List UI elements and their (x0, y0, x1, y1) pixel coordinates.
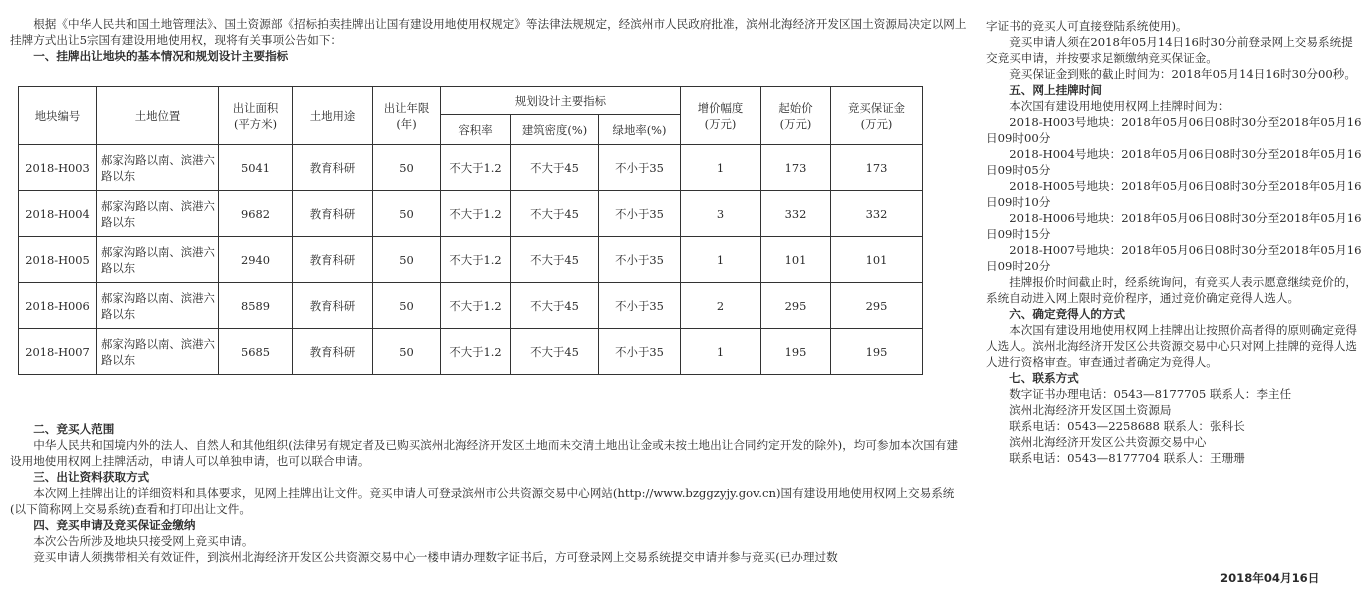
header-far: 容积率 (441, 115, 511, 145)
deadline-apply: 竞买申请人须在2018年05月14日16时30分前登录网上交易系统提交竞买申请，并按要求足额缴纳竞买保证金。 (986, 35, 1353, 65)
sign-date: 2018年04月16日 (1220, 571, 1320, 585)
far-cell: 不大于1.2 (441, 191, 511, 237)
term-cell: 50 (373, 329, 441, 375)
contact-line: 联系电话：0543—2258688 联系人：张科长 (1009, 419, 1245, 433)
increment-cell: 3 (681, 191, 761, 237)
area-cell: 5685 (219, 329, 293, 375)
use-cell: 教育科研 (293, 329, 373, 375)
green-cell: 不小于35 (599, 145, 681, 191)
section3-title: 三、出让资料获取方式 (33, 470, 150, 484)
deadline-deposit: 竞买保证金到账的截止时间为：2018年05月14日16时30分00秒。 (1009, 67, 1356, 81)
section7-title: 七、联系方式 (1009, 371, 1079, 385)
contact-line: 数字证书办理电话：0543—8177705 联系人：李主任 (1009, 387, 1292, 401)
left-column (10, 16, 968, 64)
table-row (19, 191, 923, 237)
use-cell: 教育科研 (293, 237, 373, 283)
table-row (19, 329, 923, 375)
density-cell: 不大于45 (511, 283, 599, 329)
header-deposit: 竞买保证金 (万元) (831, 87, 923, 145)
term-cell: 50 (373, 191, 441, 237)
green-cell: 不小于35 (599, 191, 681, 237)
location-cell: 郝家沟路以南、滨港六路以东 (97, 283, 219, 329)
continued-text: 字证书的竞买人可直接登陆系统使用)。 (986, 19, 1188, 33)
deposit-cell: 332 (831, 191, 923, 237)
section3-text: 本次网上挂牌出让的详细资料和具体要求，见网上挂牌出让文件。竞买申请人可登录滨州市公共资源交易中心网站(http://www.bzggzyjy.gov.cn)国有建设用地使用权网上交易系统(以下简称网上交易系统)查看和打印出让文件。 (10, 486, 955, 516)
schedule-item: 2018-H007号地块：2018年05月06日08时30分至2018年05月16日09时20分 (986, 243, 1362, 273)
schedule-item: 2018-H006号地块：2018年05月06日08时30分至2018年05月16日09时15分 (986, 211, 1362, 241)
section4-title: 四、竞买申请及竞买保证金缴纳 (33, 518, 196, 532)
deposit-cell: 101 (831, 237, 923, 283)
schedule-item: 2018-H003号地块：2018年05月06日08时30分至2018年05月16日09时00分 (986, 115, 1362, 145)
use-cell: 教育科研 (293, 191, 373, 237)
location-cell: 郝家沟路以南、滨港六路以东 (97, 237, 219, 283)
header-start-price: 起始价 (万元) (761, 87, 831, 145)
start-price-cell: 195 (761, 329, 831, 375)
header-parcel-no: 地块编号 (19, 87, 97, 145)
intro-paragraph: 根据《中华人民共和国土地管理法》、国土资源部《招标拍卖挂牌出让国有建设用地使用权规定》等法律法规规定，经滨州市人民政府批准，滨州北海经济开发区国土资源局决定以网上挂牌方式出让5宗国有建设用地使用权，现将有关事项公告如下： (10, 17, 967, 47)
area-cell: 5041 (219, 145, 293, 191)
schedule-item: 2018-H005号地块：2018年05月06日08时30分至2018年05月16日09时10分 (986, 179, 1362, 209)
area-cell: 2940 (219, 237, 293, 283)
start-price-cell: 332 (761, 191, 831, 237)
table-row (19, 145, 923, 191)
use-cell: 教育科研 (293, 283, 373, 329)
section6-title: 六、确定竞得人的方式 (1009, 307, 1126, 321)
parcel-table (18, 86, 923, 375)
contact-line: 联系电话：0543—8177704 联系人：王珊珊 (1009, 451, 1245, 465)
contact-line: 滨州北海经济开发区国土资源局 (1009, 403, 1172, 417)
term-cell: 50 (373, 283, 441, 329)
term-cell: 50 (373, 145, 441, 191)
start-price-cell: 173 (761, 145, 831, 191)
right-column (986, 18, 1362, 466)
location-cell: 郝家沟路以南、滨港六路以东 (97, 329, 219, 375)
header-planning: 规划设计主要指标 (441, 87, 681, 115)
section2-text: 中华人民共和国境内外的法人、自然人和其他组织(法律另有规定者及已购买滨州北海经济开发区土地而未交清土地出让金或未按土地出让合同约定开发的除外)，均可参加本次国有建设用地使用权网上挂牌活动，申请人可以单独申请，也可以联合申请。 (10, 438, 959, 468)
green-cell: 不小于35 (599, 329, 681, 375)
term-cell: 50 (373, 237, 441, 283)
density-cell: 不大于45 (511, 237, 599, 283)
increment-cell: 2 (681, 283, 761, 329)
section4-text1: 本次公告所涉及地块只接受网上竞买申请。 (33, 534, 254, 548)
header-area: 出让面积 (平方米) (219, 87, 293, 145)
far-cell: 不大于1.2 (441, 237, 511, 283)
section5-intro: 本次国有建设用地使用权网上挂牌时间为： (1009, 99, 1230, 113)
header-density: 建筑密度(%) (511, 115, 599, 145)
header-increment: 增价幅度 (万元) (681, 87, 761, 145)
table-row (19, 283, 923, 329)
section5-note: 挂牌报价时间截止时，经系统询问，有竞买人表示愿意继续竞价的，系统自动进入网上限时竞价程序，通过竞价确定竞得人选人。 (986, 275, 1358, 305)
left-column-lower (10, 421, 968, 565)
start-price-cell: 101 (761, 237, 831, 283)
far-cell: 不大于1.2 (441, 329, 511, 375)
location-cell: 郝家沟路以南、滨港六路以东 (97, 191, 219, 237)
area-cell: 8589 (219, 283, 293, 329)
section2-title: 二、竞买人范围 (33, 422, 115, 436)
parcel-no-cell: 2018-H004 (19, 191, 97, 237)
parcel-no-cell: 2018-H007 (19, 329, 97, 375)
contact-line: 滨州北海经济开发区公共资源交易中心 (1009, 435, 1207, 449)
area-cell: 9682 (219, 191, 293, 237)
density-cell: 不大于45 (511, 191, 599, 237)
parcel-no-cell: 2018-H003 (19, 145, 97, 191)
section1-title: 一、挂牌出让地块的基本情况和规划设计主要指标 (33, 49, 289, 63)
header-use: 土地用途 (293, 87, 373, 145)
far-cell: 不大于1.2 (441, 145, 511, 191)
table-row (19, 237, 923, 283)
start-price-cell: 295 (761, 283, 831, 329)
increment-cell: 1 (681, 237, 761, 283)
location-cell: 郝家沟路以南、滨港六路以东 (97, 145, 219, 191)
deposit-cell: 295 (831, 283, 923, 329)
green-cell: 不小于35 (599, 283, 681, 329)
deposit-cell: 173 (831, 145, 923, 191)
parcel-no-cell: 2018-H006 (19, 283, 97, 329)
use-cell: 教育科研 (293, 145, 373, 191)
density-cell: 不大于45 (511, 145, 599, 191)
far-cell: 不大于1.2 (441, 283, 511, 329)
header-green: 绿地率(%) (599, 115, 681, 145)
increment-cell: 1 (681, 145, 761, 191)
section5-title: 五、网上挂牌时间 (1009, 83, 1102, 97)
green-cell: 不小于35 (599, 237, 681, 283)
increment-cell: 1 (681, 329, 761, 375)
section6-text: 本次国有建设用地使用权网上挂牌出让按照价高者得的原则确定竞得人选人。滨州北海经济开发区公共资源交易中心只对网上挂牌的竞得人选人进行资格审查。审查通过者确定为竞得人。 (986, 323, 1358, 369)
schedule-item: 2018-H004号地块：2018年05月06日08时30分至2018年05月16日09时05分 (986, 147, 1362, 177)
deposit-cell: 195 (831, 329, 923, 375)
parcel-no-cell: 2018-H005 (19, 237, 97, 283)
density-cell: 不大于45 (511, 329, 599, 375)
header-location: 土地位置 (97, 87, 219, 145)
header-term: 出让年限 (年) (373, 87, 441, 145)
section4-text2: 竞买申请人须携带相关有效证件，到滨州北海经济开发区公共资源交易中心一楼申请办理数字证书后，方可登录网上交易系统提交申请并参与竞买(已办理过数 (33, 550, 838, 564)
